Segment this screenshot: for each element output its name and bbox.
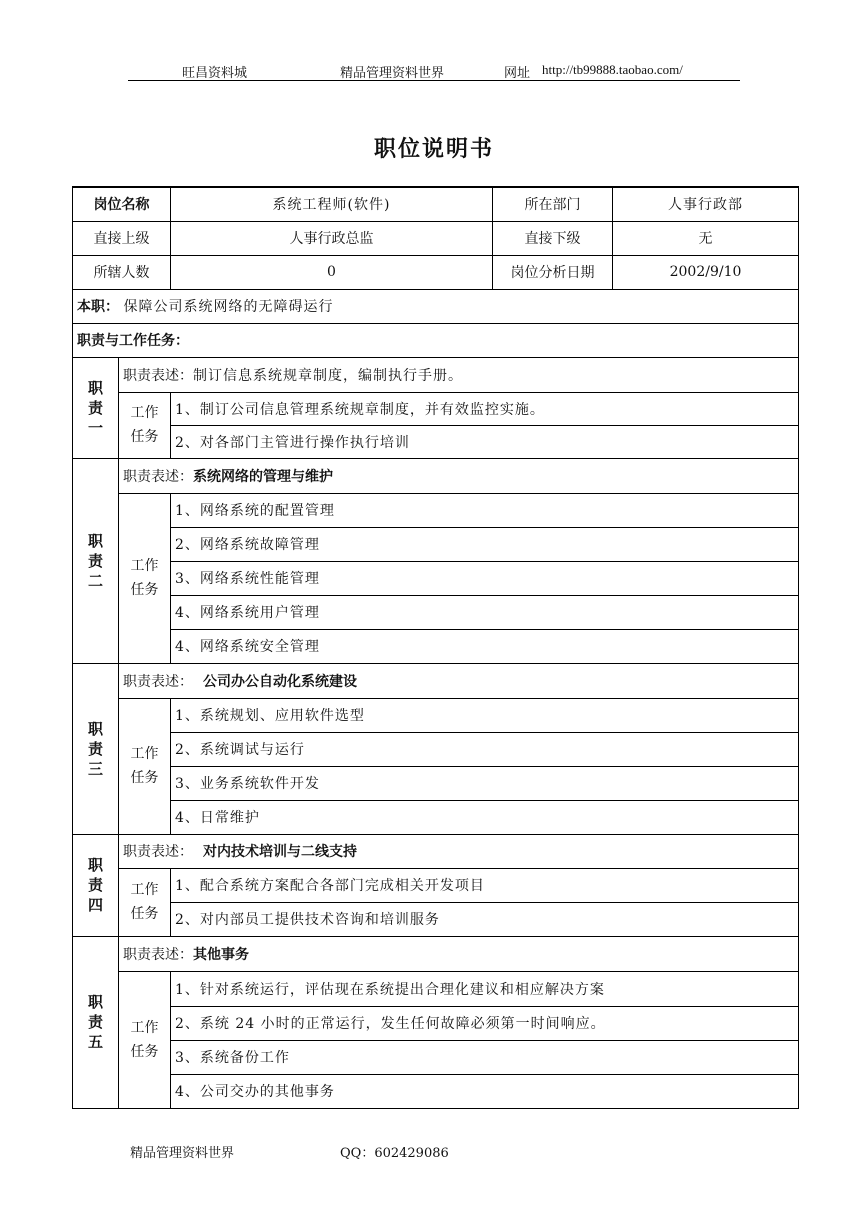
task-item: 1、网络系统的配置管理 bbox=[171, 493, 799, 527]
task-row bbox=[73, 766, 799, 800]
duty-desc-row bbox=[73, 936, 799, 971]
task-row bbox=[73, 868, 799, 902]
duty-desc-label: 职责表述： bbox=[123, 946, 193, 963]
task-row bbox=[73, 629, 799, 663]
footer-qq-text: QQ：602429086 bbox=[340, 1146, 449, 1161]
task-row bbox=[73, 425, 799, 458]
task-row bbox=[73, 800, 799, 834]
duty-label: 职 责 四 bbox=[73, 834, 119, 936]
task-item: 3、系统备份工作 bbox=[171, 1040, 799, 1074]
task-item: 4、网络系统安全管理 bbox=[171, 629, 799, 663]
task-row bbox=[73, 595, 799, 629]
duty-desc-label: 职责表述： bbox=[123, 844, 193, 860]
work-task-label: 工作 任务 bbox=[119, 392, 171, 458]
footer-left-text: 精品管理资料世界 bbox=[130, 1146, 235, 1161]
work-task-label: 工作 任务 bbox=[119, 868, 171, 936]
headcount-value: 0 bbox=[171, 255, 493, 289]
info-row bbox=[73, 221, 799, 255]
duties-body bbox=[73, 357, 799, 1108]
duty-desc-row bbox=[73, 834, 799, 868]
task-item: 1、系统规划、应用软件选型 bbox=[171, 698, 799, 732]
task-item: 1、配合系统方案配合各部门完成相关开发项目 bbox=[171, 868, 799, 902]
duties-heading-row bbox=[73, 323, 799, 357]
duty-label: 职 责 五 bbox=[73, 936, 119, 1108]
task-item: 3、网络系统性能管理 bbox=[171, 561, 799, 595]
task-row bbox=[73, 732, 799, 766]
task-row bbox=[73, 698, 799, 732]
duties-heading: 职责与工作任务： bbox=[73, 323, 799, 357]
duty-desc-row bbox=[73, 458, 799, 493]
work-task-label: 工作 任务 bbox=[119, 971, 171, 1108]
duty-label: 职 责 一 bbox=[73, 357, 119, 458]
task-item: 4、日常维护 bbox=[171, 800, 799, 834]
task-item: 2、系统 24 小时的正常运行，发生任何故障必须第一时间响应。 bbox=[171, 1006, 799, 1040]
work-task-label: 工作 任务 bbox=[119, 698, 171, 834]
header-middle-text: 精品管理资料世界 bbox=[340, 66, 445, 81]
position-label: 岗位名称 bbox=[73, 187, 171, 221]
task-item: 4、公司交办的其他事务 bbox=[171, 1074, 799, 1108]
task-item: 2、系统调试与运行 bbox=[171, 732, 799, 766]
task-row bbox=[73, 493, 799, 527]
duty-label: 职 责 二 bbox=[73, 458, 119, 663]
header-divider bbox=[128, 80, 740, 81]
duty-desc-text: 系统网络的管理与维护 bbox=[193, 468, 333, 485]
header-left-text: 旺昌资料城 bbox=[182, 66, 248, 81]
task-row bbox=[73, 392, 799, 425]
duty-label: 职 责 三 bbox=[73, 663, 119, 834]
task-row bbox=[73, 1006, 799, 1040]
duty-desc-row bbox=[73, 357, 799, 392]
task-row bbox=[73, 1074, 799, 1108]
duty-description bbox=[119, 663, 799, 698]
core-label: 本职： bbox=[77, 299, 119, 315]
duty-desc-label: 职责表述： bbox=[123, 367, 193, 384]
headcount-label: 所辖人数 bbox=[73, 255, 171, 289]
dept-value: 人事行政部 bbox=[613, 187, 799, 221]
duty-desc-label: 职责表述： bbox=[123, 468, 193, 485]
task-item: 2、网络系统故障管理 bbox=[171, 527, 799, 561]
page-title: 职位说明书 bbox=[373, 136, 494, 162]
duty-desc-text: 对内技术培训与二线支持 bbox=[203, 844, 357, 860]
task-item: 2、对各部门主管进行操作执行培训 bbox=[171, 425, 799, 458]
task-row bbox=[73, 902, 799, 936]
subordinate-value: 无 bbox=[613, 221, 799, 255]
task-item: 1、制订公司信息管理系统规章制度，并有效监控实施。 bbox=[171, 392, 799, 425]
task-item: 3、业务系统软件开发 bbox=[171, 766, 799, 800]
duty-desc-text: 制订信息系统规章制度，编制执行手册。 bbox=[193, 367, 463, 384]
task-item: 2、对内部员工提供技术咨询和培训服务 bbox=[171, 902, 799, 936]
position-value: 系统工程师(软件) bbox=[171, 187, 493, 221]
task-item: 1、针对系统运行，评估现在系统提出合理化建议和相应解决方案 bbox=[171, 971, 799, 1006]
info-row bbox=[73, 187, 799, 221]
work-task-label: 工作 任务 bbox=[119, 493, 171, 663]
superior-label: 直接上级 bbox=[73, 221, 171, 255]
date-label: 岗位分析日期 bbox=[493, 255, 613, 289]
job-description-table bbox=[72, 186, 799, 1109]
task-row bbox=[73, 971, 799, 1006]
task-item: 4、网络系统用户管理 bbox=[171, 595, 799, 629]
duty-desc-text: 其他事务 bbox=[193, 946, 249, 963]
task-row bbox=[73, 1040, 799, 1074]
task-row bbox=[73, 561, 799, 595]
header-site-url[interactable]: http://tb99888.taobao.com/ bbox=[542, 62, 683, 77]
duty-description bbox=[119, 357, 799, 392]
header-site-label: 网址 bbox=[504, 66, 531, 81]
page-header bbox=[0, 62, 868, 82]
core-row bbox=[73, 289, 799, 323]
task-row bbox=[73, 527, 799, 561]
dept-label: 所在部门 bbox=[493, 187, 613, 221]
duty-description bbox=[119, 936, 799, 971]
date-value: 2002/9/10 bbox=[613, 255, 799, 289]
info-row bbox=[73, 255, 799, 289]
duty-desc-row bbox=[73, 663, 799, 698]
superior-value: 人事行政总监 bbox=[171, 221, 493, 255]
core-cell bbox=[73, 289, 799, 323]
duty-desc-label: 职责表述： bbox=[123, 673, 193, 690]
duty-description bbox=[119, 458, 799, 493]
core-value: 保障公司系统网络的无障碍运行 bbox=[123, 299, 334, 315]
duty-description bbox=[119, 834, 799, 868]
duty-desc-text: 公司办公自动化系统建设 bbox=[203, 673, 357, 690]
subordinate-label: 直接下级 bbox=[493, 221, 613, 255]
